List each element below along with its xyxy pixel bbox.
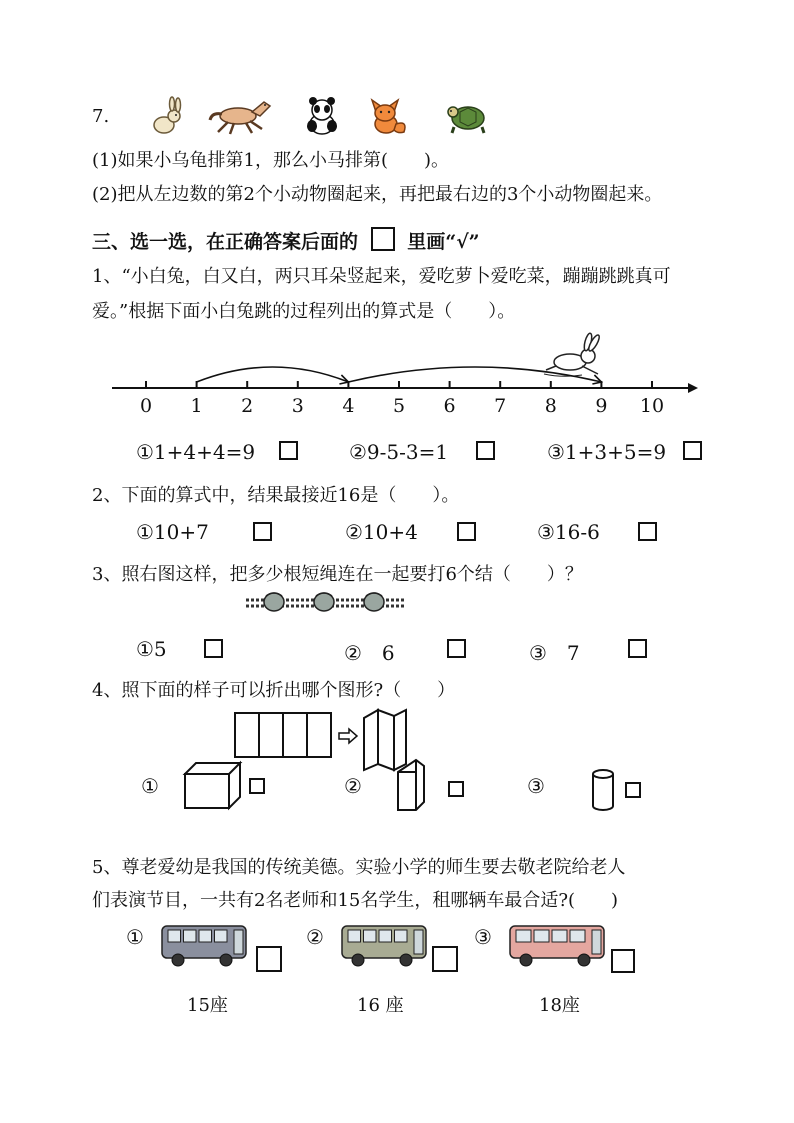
horse-icon [208,96,276,136]
number-line-tick-label: 4 [342,395,355,417]
number-line-arrowhead [688,383,698,393]
bus-wheel [352,954,364,966]
q2-option-3-checkbox[interactable] [638,522,657,541]
number-line-tick-label: 1 [190,395,203,417]
bus-window [552,930,567,942]
q3-option-3-checkbox[interactable] [628,639,647,658]
bus-door [592,930,601,954]
q1-line1: 1、“小白兔，白又白，两只耳朵竖起来，爱吃萝卜爱吃菜，蹦蹦跳跳真可 [92,266,671,287]
q7-part2: (2)把从左边数的第2个小动物圈起来，再把最右边的3个小动物圈起来。 [92,184,663,205]
q4-option-1: ① [141,774,159,798]
answer-box-sample [371,227,395,251]
q2-option-2: ②10+4 [345,520,418,544]
q4-option-3: ③ [527,774,545,798]
q5-option-1-checkbox[interactable] [256,946,282,972]
rabbit-icon [150,98,186,136]
bus-window [168,930,181,942]
q3-option-2: ② 6 [344,641,395,665]
bus-wheel [220,954,232,966]
number-line-tick-label: 2 [241,395,254,417]
number-line-tick-label: 0 [139,395,153,417]
number-line-tick-label: 6 [443,395,456,417]
q5-seat-label-1: 15座 [187,995,228,1016]
cylinder-shape-option [591,768,615,812]
bus-18-seat-icon [508,920,608,970]
section3-title-before: 三、选一选，在正确答案后面的 [92,231,359,253]
q1-option-3: ③1+3+5=9 [547,440,667,464]
q4-option-3-checkbox[interactable] [625,782,641,798]
section3-title [92,227,480,254]
bus-window [215,930,228,942]
q7-part1: (1)如果小乌龟排第1，那么小马排第( )。 [92,150,449,171]
q5-line2: 们表演节目，一共有2名老师和15名学生，租哪辆车最合适?( ) [92,890,619,911]
bus-wheel [172,954,184,966]
q1-option-2-checkbox[interactable] [476,441,495,460]
q3-option-1: ①5 [136,637,167,661]
fox-icon [368,98,408,136]
cube-shape-option [184,760,242,810]
q5-option-3: ③ [474,925,492,949]
bus-window [534,930,549,942]
number-line [108,360,704,420]
bus-window [395,930,408,942]
q5-seat-label-2: 16 座 [357,995,404,1016]
q5-option-1: ① [126,925,144,949]
bus-window [199,930,212,942]
q3-option-2-checkbox[interactable] [447,639,466,658]
bus-window [348,930,361,942]
section3-title-after: 里画“√” [407,231,480,253]
q4-option-1-checkbox[interactable] [249,778,265,794]
q5-option-2-checkbox[interactable] [432,946,458,972]
bus-window [379,930,392,942]
number-line-tick-label: 7 [494,395,507,417]
bus-door [234,930,243,954]
bus-window [364,930,377,942]
q5-seat-label-3: 18座 [539,995,580,1016]
q7-number: 7. [92,106,110,127]
bus-window [516,930,531,942]
number-line-tick-label: 8 [544,395,557,417]
q1-option-1-checkbox[interactable] [279,441,298,460]
q2-option-3: ③16-6 [537,520,600,544]
bus-window [570,930,585,942]
bus-wheel [578,954,590,966]
q2-option-2-checkbox[interactable] [457,522,476,541]
knotted-rope-illustration [246,588,404,618]
q3-stem: 3、照右图这样，把多少根短绳连在一起要打6个结（ ）？ [92,564,583,585]
bus-wheel [520,954,532,966]
q4-stem: 4、照下面的样子可以折出哪个图形?（ ） [92,680,456,701]
q5-option-2: ② [306,925,324,949]
number-line-tick-label: 5 [392,395,406,417]
q1-option-2: ②9-5-3=1 [349,440,449,464]
triangular-prism-option [396,758,426,812]
unfolded-net-illustration [234,712,334,760]
q2-option-1-checkbox[interactable] [253,522,272,541]
q5-line1: 5、尊老爱幼是我国的传统美德。实验小学的师生要去敬老院给老人 [92,857,626,878]
number-line-tick-label: 3 [291,395,304,417]
number-line-tick-label: 10 [639,395,665,417]
q5-option-3-checkbox[interactable] [611,949,635,973]
arrow-right-icon [338,728,358,744]
q1-line2: 爱。”根据下面小白兔跳的过程列出的算式是（ ）。 [92,301,516,322]
bus-16-seat-icon [340,920,430,970]
q3-option-3: ③ 7 [529,641,580,665]
q2-stem: 2、下面的算式中，结果最接近16是（ ）。 [92,485,460,506]
q1-option-1: ①1+4+4=9 [136,440,256,464]
q4-option-2-checkbox[interactable] [448,781,464,797]
bus-window [184,930,197,942]
q4-option-2: ② [344,774,362,798]
number-line-tick-label: 9 [595,395,608,417]
panda-icon [302,96,342,136]
jump-arc [197,367,349,382]
q2-option-1: ①10+7 [136,520,209,544]
jump-arc [348,367,601,382]
bus-wheel [400,954,412,966]
turtle-icon [446,100,492,134]
q1-option-3-checkbox[interactable] [683,441,702,460]
bus-15-seat-icon [160,920,250,970]
bus-door [414,930,423,954]
q3-option-1-checkbox[interactable] [204,639,223,658]
